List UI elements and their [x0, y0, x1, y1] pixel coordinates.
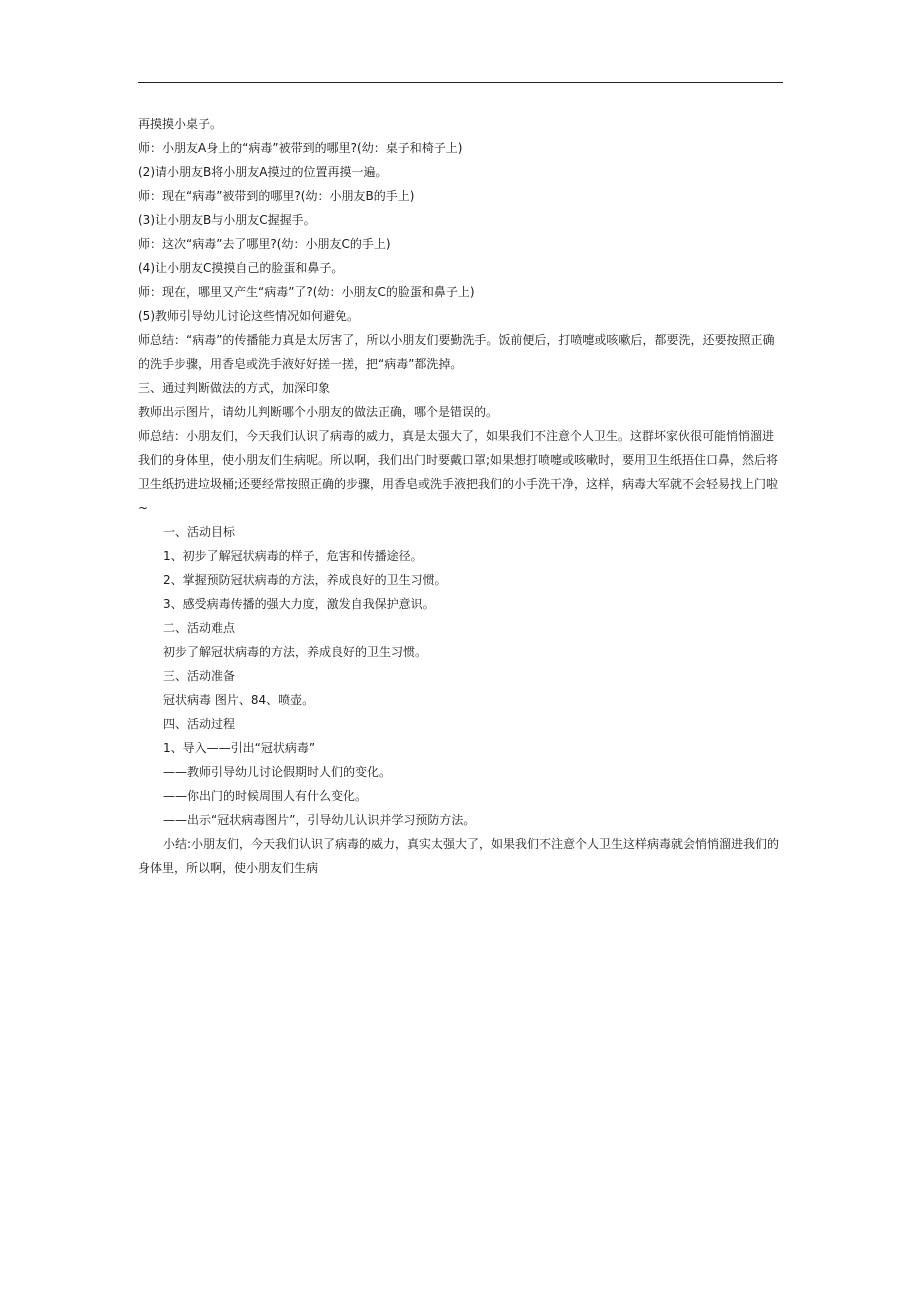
- paragraph-2: 师：小朋友A身上的“病毒”被带到的哪里?(幼：桌子和椅子上): [138, 141, 463, 155]
- paragraph-1: 再摸摸小桌子。: [138, 117, 223, 131]
- paragraph-6: 师：这次“病毒”去了哪里?(幼：小朋友C的手上): [138, 237, 391, 251]
- process-dash-item-1: ——教师引导幼儿讨论假期时人们的变化。: [163, 765, 392, 779]
- paragraph-12: 教师出示图片，请幼儿判断哪个小朋友的做法正确，哪个是错误的。: [138, 405, 499, 419]
- objective-item-1: 1、初步了解冠状病毒的样子，危害和传播途径。: [163, 549, 423, 563]
- preparation-text: 冠状病毒 图片、84、喷壶。: [163, 693, 315, 707]
- paragraph-7: (4)让小朋友C摸摸自己的脸蛋和鼻子。: [138, 261, 344, 275]
- document-body: [138, 112, 783, 880]
- paragraph-4: 师：现在“病毒”被带到的哪里?(幼：小朋友B的手上): [138, 189, 415, 203]
- section-heading-objectives: 一、活动目标: [163, 525, 236, 539]
- paragraph-8: 师：现在，哪里又产生“病毒”了?(幼：小朋友C的脸蛋和鼻子上): [138, 285, 475, 299]
- process-dash-item-3: ——出示“冠状病毒图片”，引导幼儿认识并学习预防方法。: [163, 813, 476, 827]
- process-dash-item-2: ——你出门的时候周围人有什么变化。: [163, 789, 368, 803]
- process-step-1: 1、导入——引出“冠状病毒”: [163, 741, 316, 755]
- paragraph-5: (3)让小朋友B与小朋友C握握手。: [138, 213, 316, 227]
- paragraph-3: (2)请小朋友B将小朋友A摸过的位置再摸一遍。: [138, 165, 388, 179]
- section-heading-difficulty: 二、活动难点: [163, 621, 236, 635]
- teacher-summary-handwashing: 师总结：“病毒”的传播能力真是太厉害了，所以小朋友们要勤洗手。饭前便后，打喷嚏或咳嗽后，都要洗，还要按照正确的洗手步骤，用香皂或洗手液好好搓一搓，把“病毒”都洗掉。: [138, 333, 775, 371]
- paragraph-9: (5)教师引导幼儿讨论这些情况如何避免。: [138, 309, 359, 323]
- section-heading-3-judgement: 三、通过判断做法的方式，加深印象: [138, 381, 331, 395]
- summary-paragraph: 小结:小朋友们，今天我们认识了病毒的威力，真实太强大了，如果我们不注意个人卫生这样病毒就会悄悄溜进我们的身体里，所以啊，使小朋友们生病: [138, 837, 780, 875]
- header-rule: [138, 82, 783, 83]
- objective-item-3: 3、感受病毒传播的强大力度，激发自我保护意识。: [163, 597, 435, 611]
- section-heading-process: 四、活动过程: [163, 717, 236, 731]
- difficulty-text: 初步了解冠状病毒的方法，养成良好的卫生习惯。: [163, 645, 428, 659]
- teacher-summary-hygiene: 师总结：小朋友们，今天我们认识了病毒的威力，真是太强大了，如果我们不注意个人卫生。这群坏家伙很可能悄悄溜进我们的身体里，使小朋友们生病呢。所以啊，我们出门时要戴口罩;如果想打喷嚏或咳嗽时，要用卫生纸捂住口鼻，然后将卫生纸扔进垃圾桶;还要经常按照正确的步骤，用香皂或洗手液把我们的小手洗干净，这样，病毒大军就不会轻易找上门啦~: [138, 429, 779, 515]
- objective-item-2: 2、掌握预防冠状病毒的方法，养成良好的卫生习惯。: [163, 573, 447, 587]
- section-heading-preparation: 三、活动准备: [163, 669, 236, 683]
